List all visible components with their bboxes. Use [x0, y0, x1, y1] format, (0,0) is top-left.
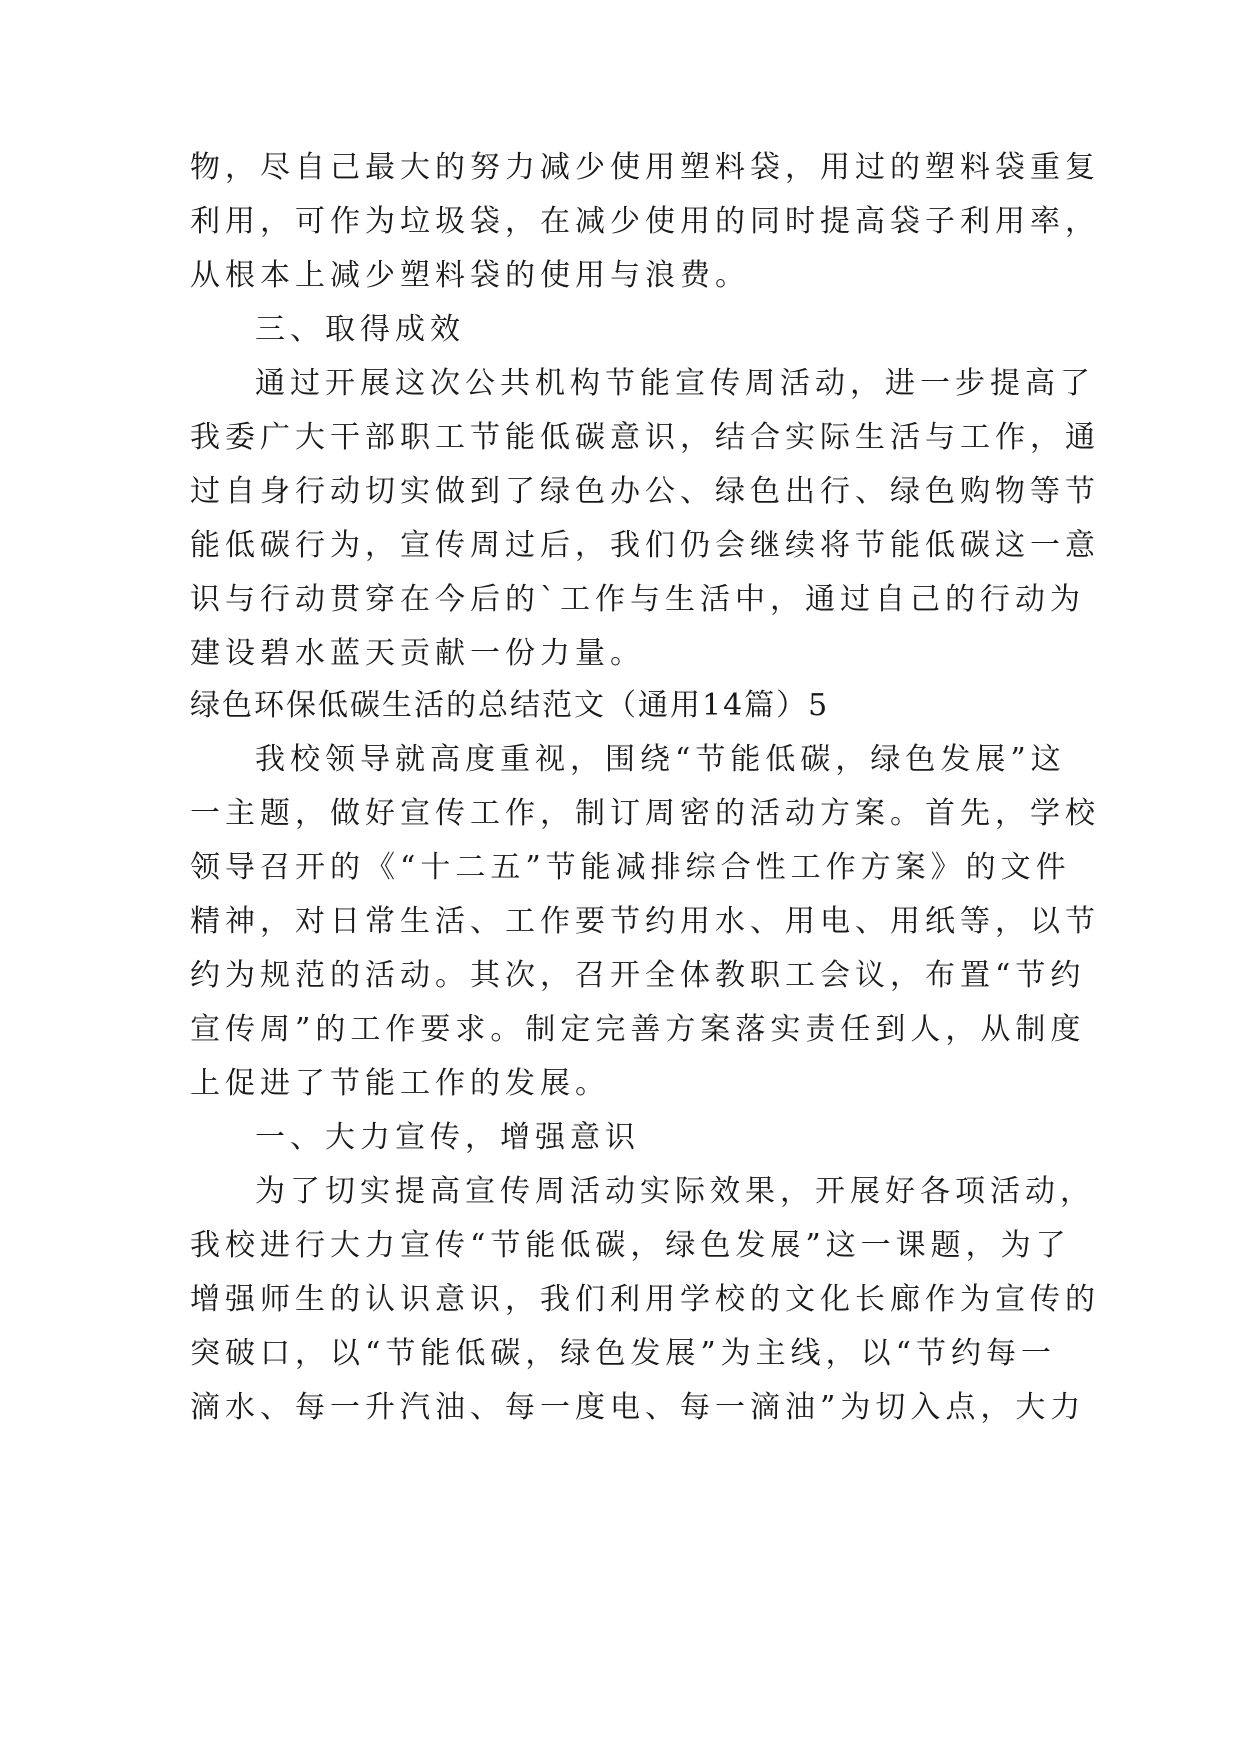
paragraph-line: 识与行动贯穿在今后的`工作与生活中，通过自己的行动为 — [190, 582, 1085, 617]
paragraph-line: 我校进行大力宣传“节能低碳，绿色发展”这一课题，为了 — [190, 1228, 1071, 1263]
paragraph-line: 上促进了节能工作的发展。 — [190, 1066, 610, 1101]
paragraph-line: 物，尽自己最大的努力减少使用塑料袋，用过的塑料袋重复 — [190, 150, 1100, 185]
paragraph-line: 过自身行动切实做到了绿色办公、绿色出行、绿色购物等节 — [190, 474, 1100, 509]
paragraph-line: 突破口，以“节能低碳，绿色发展”为主线，以“节约每一 — [190, 1336, 1057, 1371]
paragraph-line: 增强师生的认识意识，我们利用学校的文化长廊作为宣传的 — [190, 1282, 1100, 1317]
paragraph-line: 滴水、每一升汽油、每一度电、每一滴油”为切入点，大力 — [190, 1390, 1086, 1425]
paragraph-line: 通过开展这次公共机构节能宣传周活动，进一步提高了 — [255, 366, 1095, 401]
section-heading: 三、取得成效 — [255, 312, 465, 347]
paragraph-line: 我委广大干部职工节能低碳意识，结合实际生活与工作，通 — [190, 420, 1100, 455]
paragraph-line: 精神，对日常生活、工作要节约用水、用电、用纸等，以节 — [190, 904, 1100, 939]
paragraph-line: 我校领导就高度重视，围绕“节能低碳，绿色发展”这 — [255, 742, 1066, 777]
article-title: 绿色环保低碳生活的总结范文（通用14篇）5 — [190, 688, 830, 723]
paragraph-line: 能低碳行为，宣传周过后，我们仍会继续将节能低碳这一意 — [190, 528, 1100, 563]
paragraph-line: 宣传周”的工作要求。制定完善方案落实责任到人，从制度 — [190, 1012, 1086, 1047]
section-heading: 一、大力宣传，增强意识 — [255, 1120, 640, 1155]
paragraph-line: 利用，可作为垃圾袋，在减少使用的同时提高袋子利用率， — [190, 204, 1100, 239]
paragraph-line: 从根本上减少塑料袋的使用与浪费。 — [190, 258, 750, 293]
paragraph-line: 约为规范的活动。其次，召开全体教职工会议，布置“节约 — [190, 958, 1086, 993]
paragraph-line: 为了切实提高宣传周活动实际效果，开展好各项活动， — [255, 1174, 1095, 1209]
paragraph-line: 建设碧水蓝天贡献一份力量。 — [190, 636, 645, 671]
paragraph-line: 一主题，做好宣传工作，制订周密的活动方案。首先，学校 — [190, 796, 1100, 831]
paragraph-line: 领导召开的《“十二五”节能减排综合性工作方案》的文件 — [190, 850, 1071, 885]
